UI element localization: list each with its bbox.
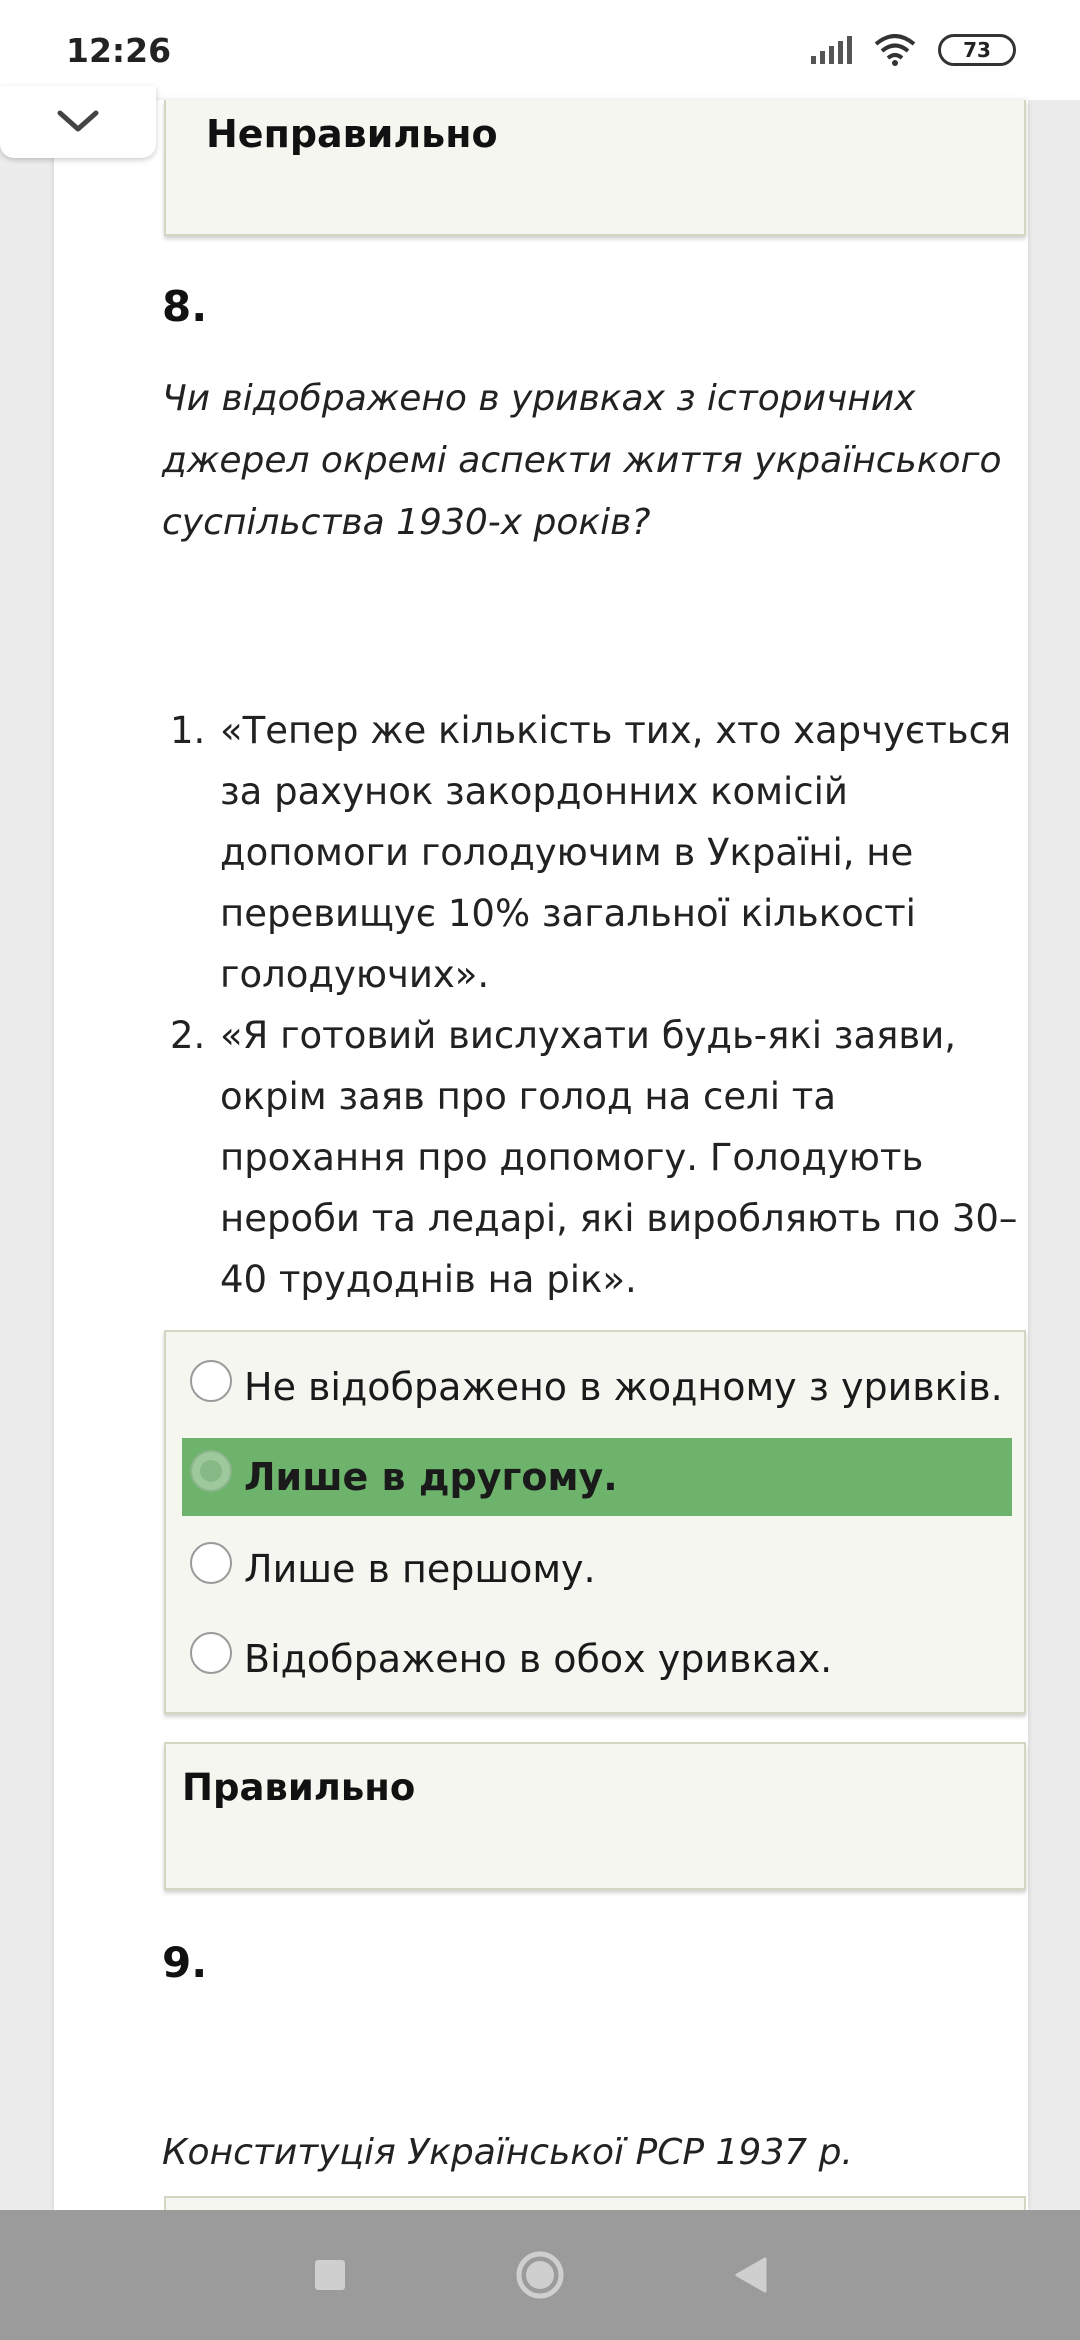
source-item [170,700,1020,1005]
result-label: Правильно [182,1766,416,1809]
answer-option-selected[interactable] [182,1438,1012,1516]
signal-icon [811,36,852,64]
source-item [170,1005,1020,1310]
source-number: 1. [170,709,206,752]
option-label: Лише в першому. [244,1547,596,1591]
answer-option[interactable] [182,1620,1012,1698]
option-label: Лише в другому. [244,1455,618,1499]
option-label: Не відображено в жодному з уривків. [244,1365,1003,1409]
navigation-bar [0,2210,1080,2340]
collapse-button[interactable] [0,86,156,158]
triangle-back-icon [731,2255,769,2295]
source-text: «Я готовий вислухати будь-які заяви, окрім заяв про голод на селі та прохання про допомогу. Голодують нероби та ледарі, які виробляють по 30–40 трудоднів на рік». [220,1014,1018,1301]
radio-button[interactable] [190,1632,232,1674]
answer-option[interactable] [182,1348,1012,1426]
circle-icon [514,2249,566,2301]
recents-button[interactable] [300,2245,360,2305]
home-button[interactable] [510,2245,570,2305]
radio-button[interactable] [190,1360,232,1402]
answer-option[interactable] [182,1530,1012,1608]
source-list [170,700,1020,1310]
result-box [164,1742,1026,1890]
radio-button-checked[interactable] [190,1450,232,1492]
square-icon [312,2257,348,2293]
source-number: 2. [170,1014,206,1057]
status-icons [811,34,1016,66]
option-label: Відображено в обох уривках. [244,1637,833,1681]
chevron-down-icon [54,107,102,137]
status-time: 12:26 [66,30,172,70]
radio-button[interactable] [190,1542,232,1584]
back-button[interactable] [720,2245,780,2305]
battery-indicator: 73 [938,34,1016,66]
question-number: 9. [162,1938,208,1987]
question-number: 8. [162,282,208,331]
quiz-card [54,100,1028,2210]
previous-result-box [164,100,1026,236]
status-bar [0,0,1080,100]
question-text: Конституція Української РСР 1937 р. [162,2132,853,2173]
previous-result-label: Неправильно [206,112,498,156]
question-text: Чи відображено в уривках з історичних джерел окремі аспекти життя українського суспільства 1930-х років? [162,378,1002,543]
wifi-icon [874,34,916,66]
source-text: «Тепер же кількість тих, хто харчується за рахунок закордонних комісій допомоги голодуючим в Україні, не перевищує 10% загальної кількості голодуючих». [220,709,1012,996]
answer-options [164,1330,1026,1714]
